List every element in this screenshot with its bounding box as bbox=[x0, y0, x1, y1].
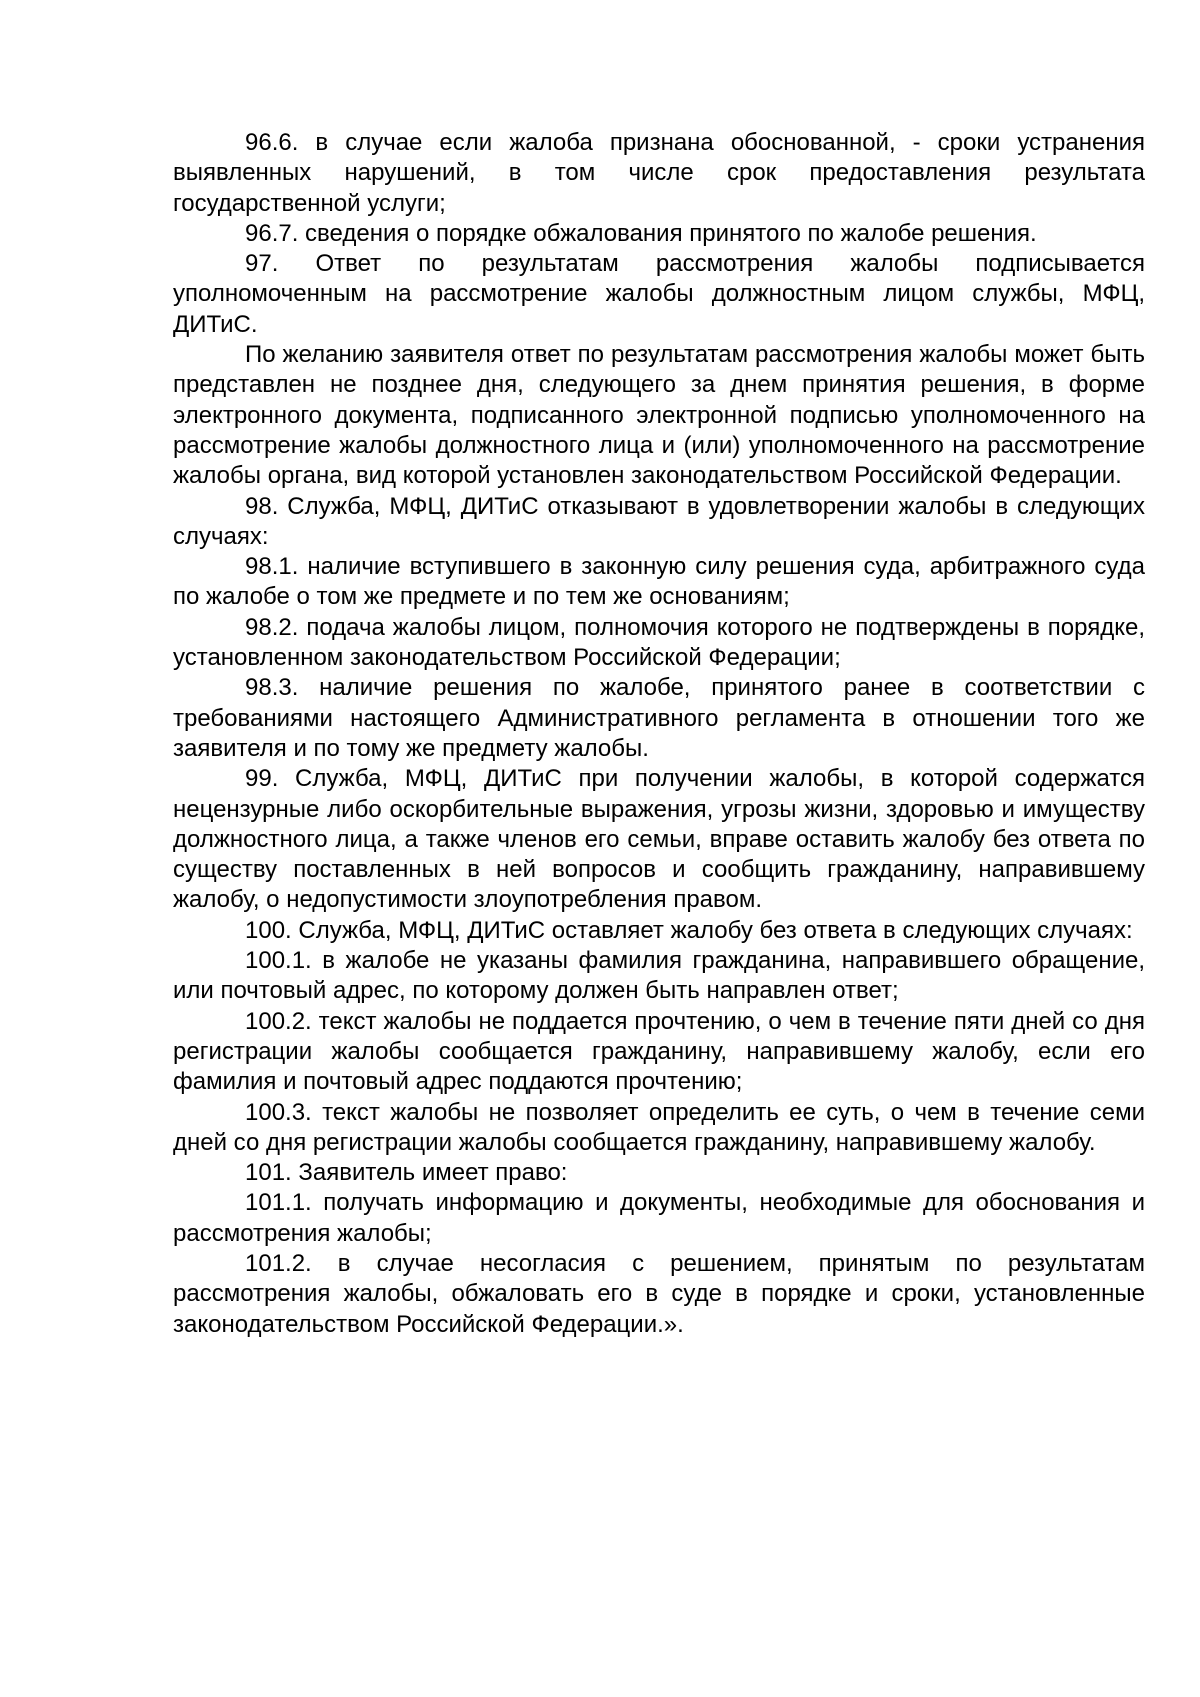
paragraph-100-2: 100.2. текст жалобы не поддается прочтению, о чем в течение пяти дней со дня регистрации жалобы сообщается гражданину, направившему жалобу, если его фамилия и почтовый адрес поддаются прочтению; bbox=[173, 1007, 1145, 1096]
paragraph-101-2: 101.2. в случае несогласия с решением, принятым по результатам рассмотрения жалобы, обжаловать его в суде в порядке и сроки, установленные законодательством Российской Федерации.». bbox=[173, 1249, 1145, 1338]
document-body bbox=[173, 128, 1145, 1340]
paragraph-98-2: 98.2. подача жалобы лицом, полномочия которого не подтверждены в порядке, установленном законодательством Российской Федерации; bbox=[173, 613, 1145, 672]
paragraph-97-electronic-response: По желанию заявителя ответ по результатам рассмотрения жалобы может быть представлен не позднее дня, следующего за днем принятия решения, в форме электронного документа, подписанного электронной подписью уполномоченного на рассмотрение жалобы должностного лица и (или) уполномоченного на рассмотрение жалобы органа, вид которой установлен законодательством Российской Федерации. bbox=[173, 341, 1145, 490]
paragraph-98-3: 98.3. наличие решения по жалобе, принятого ранее в соответствии с требованиями настоящего Административного регламента в отношении того же заявителя и по тому же предмету жалобы. bbox=[173, 674, 1145, 762]
paragraph-100-1: 100.1. в жалобе не указаны фамилия гражданина, направившего обращение, или почтовый адрес, по которому должен быть направлен ответ; bbox=[173, 947, 1145, 1005]
paragraph-100-3: 100.3. текст жалобы не позволяет определить ее суть, о чем в течение семи дней со дня регистрации жалобы сообщается гражданину, направившему жалобу. bbox=[173, 1098, 1145, 1156]
paragraph-98-1: 98.1. наличие вступившего в законную силу решения суда, арбитражного суда по жалобе о том же предмете и по тем же основаниям; bbox=[173, 553, 1145, 611]
paragraph-98: 98. Служба, МФЦ, ДИТиС отказывают в удовлетворении жалобы в следующих случаях: bbox=[173, 492, 1145, 550]
paragraph-100: 100. Служба, МФЦ, ДИТиС оставляет жалобу без ответа в следующих случаях: bbox=[245, 916, 1133, 944]
paragraph-99: 99. Служба, МФЦ, ДИТиС при получении жалобы, в которой содержатся нецензурные либо оскорбительные выражения, угрозы жизни, здоровью и имуществу должностного лица, а также членов его семьи, вправе оставить жалобу без ответа по существу поставленных в ней вопросов и сообщить гражданину, направившему жалобу, о недопустимости злоупотребления правом. bbox=[173, 765, 1145, 914]
paragraph-101: 101. Заявитель имеет право: bbox=[245, 1159, 568, 1187]
paragraph-101-1: 101.1. получать информацию и документы, необходимые для обоснования и рассмотрения жалобы; bbox=[173, 1189, 1145, 1247]
paragraph-96-6: 96.6. в случае если жалоба признана обоснованной, - сроки устранения выявленных нарушений, в том числе срок предоставления результата государственной услуги; bbox=[173, 129, 1145, 217]
paragraph-96-7: 96.7. сведения о порядке обжалования принятого по жалобе решения. bbox=[245, 219, 1037, 247]
paragraph-97: 97. Ответ по результатам рассмотрения жалобы подписывается уполномоченным на рассмотрение жалобы должностным лицом службы, МФЦ, ДИТиС. bbox=[173, 250, 1145, 338]
